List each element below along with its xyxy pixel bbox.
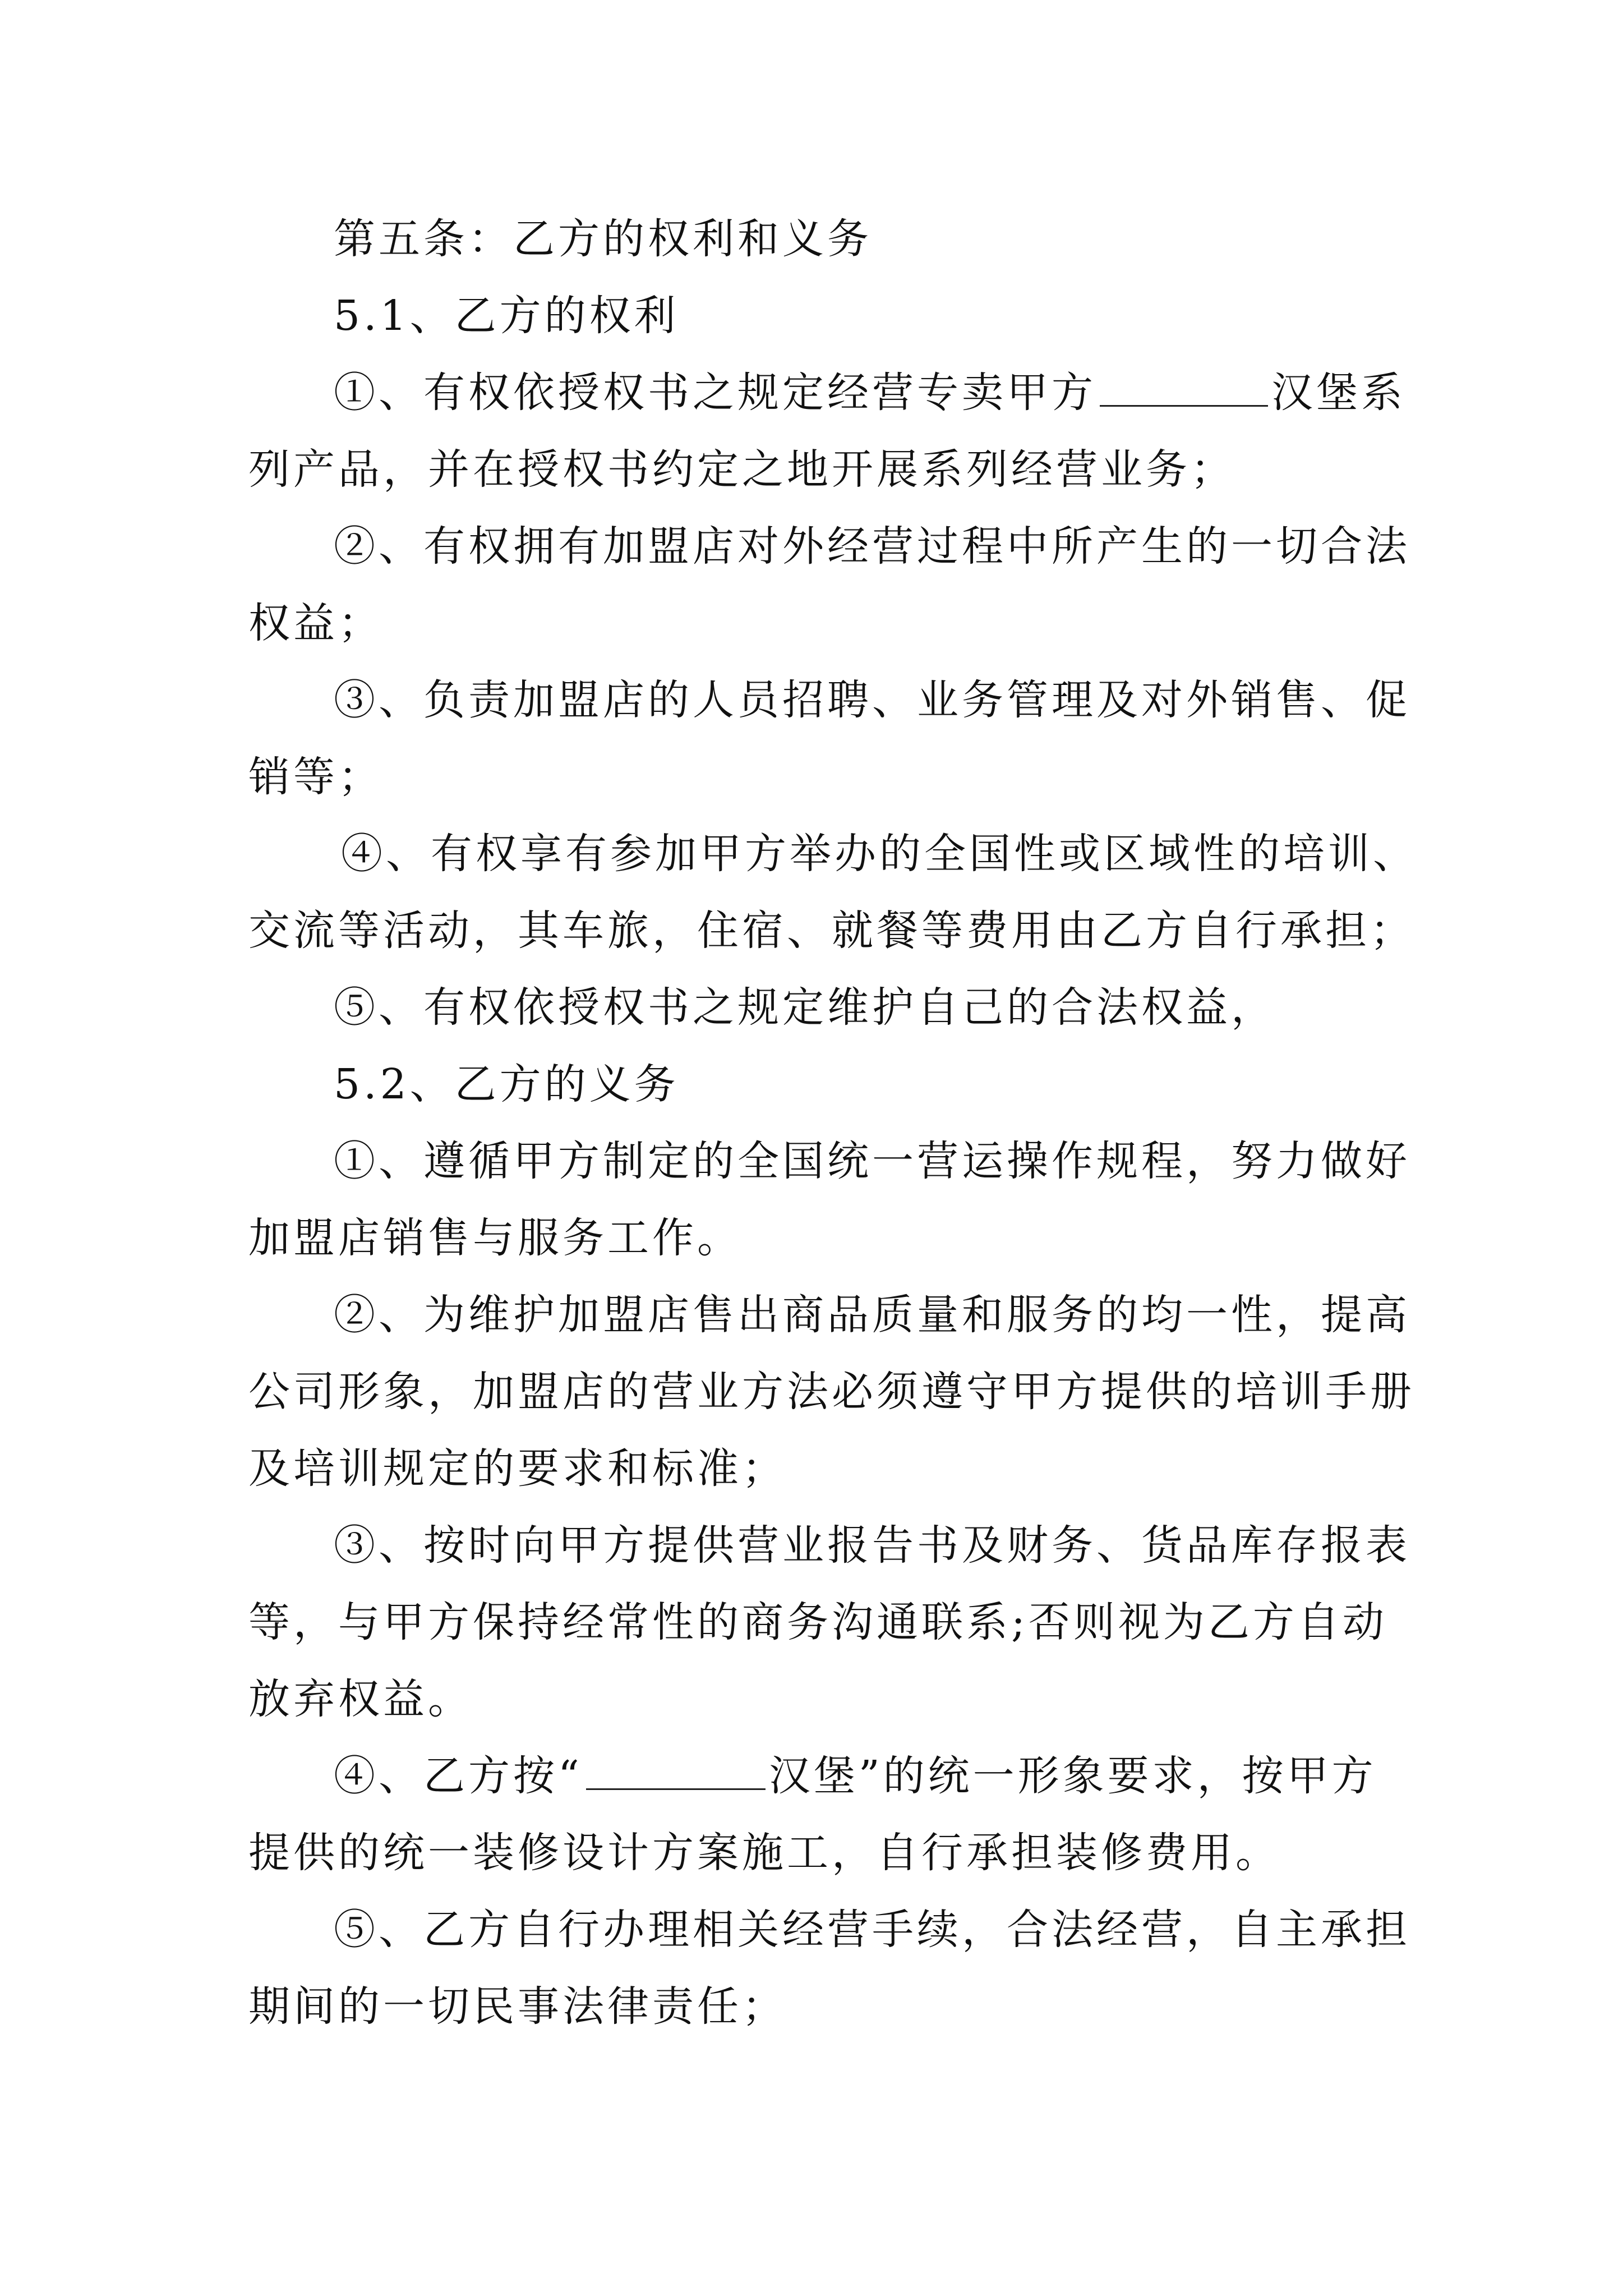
duties-item-3-line-3: 放弃权益。: [248, 1675, 473, 1723]
duties-item-4-text-after-blank: 汉堡”的统一形象要求，按甲方: [768, 1752, 1377, 1800]
rights-item-4-line-2: 交流等活动，其车旅，住宿、就餐等费用由乙方自行承担；: [248, 907, 1415, 955]
duties-item-4-line-1: [334, 1749, 1500, 1803]
duties-item-5-line-1: ⑤、乙方自行办理相关经营手续，合法经营，自主承担: [334, 1906, 1410, 1954]
rights-item-5-line-1: ⑤、有权依授权书之规定维护自己的合法权益，: [334, 983, 1276, 1032]
fill-in-blank: [586, 1757, 766, 1790]
rights-item-3-line-1: ③、负责加盟店的人员招聘、业务管理及对外销售、促: [334, 676, 1410, 724]
duties-item-1-line-2: 加盟店销售与服务工作。: [248, 1214, 742, 1262]
duties-item-3-line-2: 等，与甲方保持经常性的商务沟通联系;否则视为乙方自动: [248, 1598, 1387, 1646]
duties-item-5-line-2: 期间的一切民事法律责任；: [248, 1982, 787, 2031]
duties-item-2-line-3: 及培训规定的要求和标准；: [248, 1444, 787, 1493]
duties-item-3-line-1: ③、按时向甲方提供营业报告书及财务、货品库存报表: [334, 1521, 1410, 1570]
rights-item-1-text-after-blank: 汉堡系: [1271, 369, 1406, 417]
duties-item-2-line-2: 公司形象，加盟店的营业方法必须遵守甲方提供的培训手册: [248, 1368, 1415, 1416]
rights-item-4-line-1: ④、有权享有参加甲方举办的全国性或区域性的培训、: [341, 830, 1418, 878]
rights-item-1-line-2: 列产品，并在授权书约定之地开展系列经营业务；: [248, 445, 1235, 494]
section-5-2-heading: 5.2、乙方的义务: [334, 1060, 679, 1108]
duties-item-1-line-1: ①、遵循甲方制定的全国统一营运操作规程，努力做好: [334, 1137, 1410, 1185]
rights-item-1-line-1: [334, 366, 1500, 420]
rights-item-1-text-before-blank: ①、有权依授权书之规定经营专卖甲方: [334, 369, 1096, 417]
duties-item-2-line-1: ②、为维护加盟店售出商品质量和服务的均一性，提高: [334, 1291, 1410, 1339]
rights-item-3-line-2: 销等；: [248, 753, 383, 801]
duties-item-4-line-2: 提供的统一装修设计方案施工，自行承担装修费用。: [248, 1829, 1280, 1877]
rights-item-2-line-1: ②、有权拥有加盟店对外经营过程中所产生的一切合法: [334, 522, 1410, 570]
article-title: 第五条：乙方的权利和义务: [334, 215, 872, 263]
duties-item-4-text-before-blank: ④、乙方按“: [334, 1752, 583, 1800]
section-5-1-heading: 5.1、乙方的权利: [334, 292, 679, 340]
fill-in-blank: [1100, 374, 1268, 407]
rights-item-2-line-2: 权益；: [248, 599, 383, 647]
